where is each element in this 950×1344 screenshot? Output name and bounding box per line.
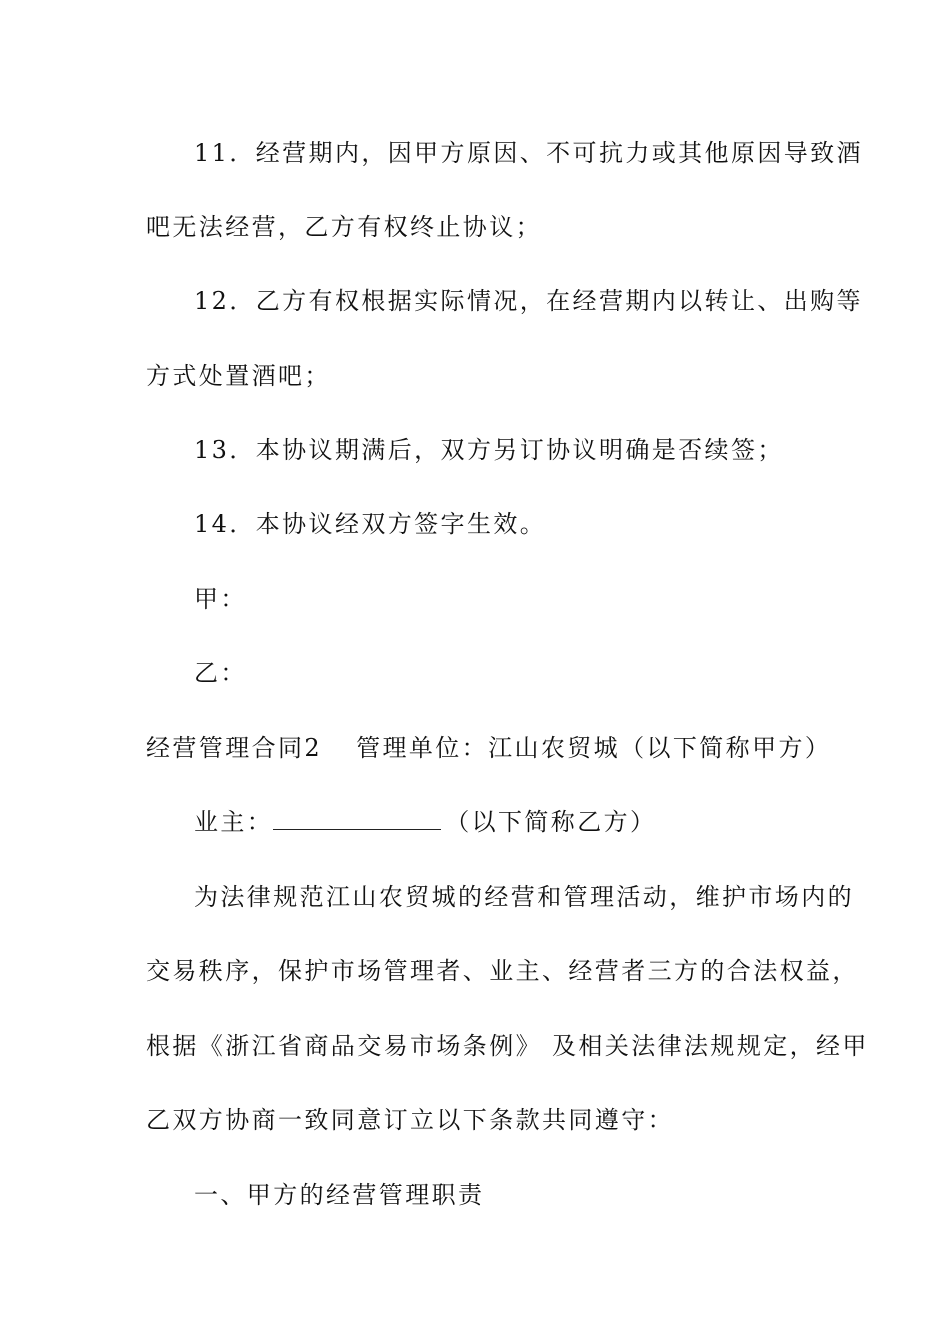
owner-line bbox=[194, 806, 874, 838]
section-1-heading: 一、甲方的经营管理职责 bbox=[194, 1181, 485, 1209]
party-a-signature: 甲： bbox=[194, 585, 247, 613]
party-b-signature: 乙： bbox=[194, 659, 247, 687]
owner-blank-field[interactable] bbox=[273, 807, 441, 830]
clause-13: 13．本协议期满后，双方另订协议明确是否续签； bbox=[194, 436, 784, 464]
management-unit: 管理单位：江山农贸城（以下简称甲方） bbox=[356, 734, 832, 762]
contract-title: 经营管理合同2 bbox=[146, 734, 323, 762]
clause-12-line-1: 12．乙方有权根据实际情况，在经营期内以转让、出购等 bbox=[194, 287, 863, 315]
contract-2-heading bbox=[146, 732, 832, 764]
preamble-line-1: 为法律规范江山农贸城的经营和管理活动，维护市场内的 bbox=[194, 883, 854, 911]
owner-label: 业主： bbox=[194, 808, 274, 836]
owner-note: （以下简称乙方） bbox=[445, 808, 657, 836]
preamble-line-2: 交易秩序，保护市场管理者、业主、经营者三方的合法权益， bbox=[146, 957, 859, 985]
preamble-line-3: 根据《浙江省商品交易市场条例》 及相关法律法规规定，经甲 bbox=[146, 1032, 869, 1060]
preamble-line-4: 乙双方协商一致同意订立以下条款共同遵守： bbox=[146, 1106, 674, 1134]
clause-11-line-1: 11．经营期内，因甲方原因、不可抗力或其他原因导致酒 bbox=[194, 139, 863, 167]
clause-11-line-2: 吧无法经营，乙方有权终止协议； bbox=[146, 213, 542, 241]
clause-12-line-2: 方式处置酒吧； bbox=[146, 362, 331, 390]
clause-14: 14．本协议经双方签字生效。 bbox=[194, 510, 547, 538]
